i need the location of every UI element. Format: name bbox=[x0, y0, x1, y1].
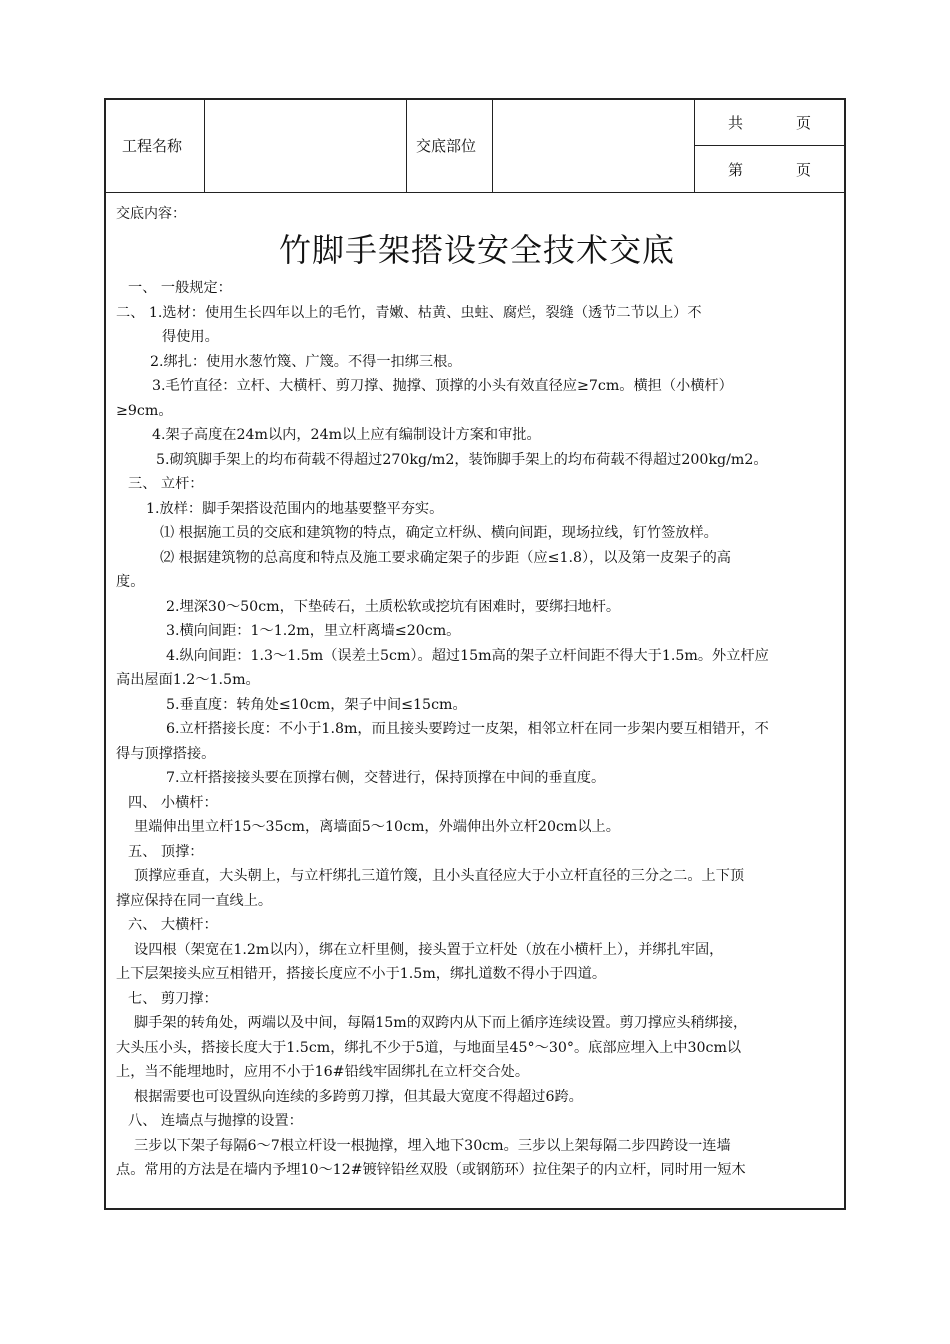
paragraph-line: 得与顶撑搭接。 bbox=[116, 745, 216, 762]
location-label: 交底部位 bbox=[416, 137, 477, 155]
total-pages-suffix: 页 bbox=[796, 114, 812, 132]
paragraph-line: ⑵ 根据建筑物的总高度和特点及施工要求确定架子的步距（应≤1.8），以及第一皮架子的高 bbox=[160, 549, 731, 566]
section-heading: 五、 顶撑： bbox=[128, 843, 204, 860]
paragraph-line: 得使用。 bbox=[162, 329, 219, 345]
divider bbox=[204, 100, 205, 192]
paragraph-line: ⑴ 根据施工员的交底和建筑物的特点，确定立杆纵、横向间距，现场拉线，钉竹签放样。 bbox=[160, 525, 718, 541]
page-no-prefix: 第 bbox=[728, 161, 744, 179]
divider bbox=[694, 100, 695, 192]
paragraph-line: 4.架子高度在24m以内，24m以上应有编制设计方案和审批。 bbox=[152, 427, 541, 443]
paragraph-line: 7.立杆搭接接头要在顶撑右侧，交替进行，保持顶撑在中间的垂直度。 bbox=[166, 770, 606, 786]
paragraph-line: 度。 bbox=[116, 574, 145, 590]
disclosure-content bbox=[116, 204, 838, 1183]
paragraph-line: 撑应保持在同一直线上。 bbox=[116, 892, 273, 909]
disclosure-form bbox=[104, 98, 846, 1210]
section-heading: 七、 剪刀撑： bbox=[128, 990, 218, 1007]
paragraph-line: 上，当不能埋地时，应用不小于16#铅线牢固绑扎在立杆交合处。 bbox=[116, 1064, 530, 1080]
paragraph-line: 三步以下架子每隔6～7根立杆设一根抛撑，埋入地下30cm。三步以上架每隔二步四跨设一连墙 bbox=[134, 1137, 731, 1154]
divider bbox=[694, 145, 844, 146]
paragraph-line: 上下层架接头应互相错开，搭接长度应不小于1.5m，绑扎道数不得小于四道。 bbox=[116, 966, 607, 982]
paragraph-line: 5.垂直度：转角处≤10cm，架子中间≤15cm。 bbox=[166, 696, 467, 713]
paragraph-line: 二、 1.选材：使用生长四年以上的毛竹，青嫩、枯黄、虫蛀、腐烂，裂缝（透节二节以上）不 bbox=[116, 304, 702, 321]
paragraph-line: 5.砌筑脚手架上的均布荷载不得超过270kg/m2，装饰脚手架上的均布荷载不得超过200kg/m2。 bbox=[156, 451, 768, 468]
paragraph-line: 高出屋面1.2～1.5m。 bbox=[116, 672, 260, 688]
paragraph-line: 点。常用的方法是在墙内予埋10～12#镀锌铅丝双股（或钢筋环）拉住架子的内立杆，同时用一短木 bbox=[116, 1162, 746, 1178]
paragraph-line: 3.毛竹直径：立杆、大横杆、剪刀撑、抛撑、顶撑的小头有效直径应≥7cm。横担（小横杆） bbox=[152, 378, 733, 394]
total-pages-prefix: 共 bbox=[728, 114, 744, 132]
paragraph-line: 4.纵向间距：1.3～1.5m（误差土5cm）。超过15m高的架子立杆间距不得大于1.5m。外立杆应 bbox=[166, 647, 769, 664]
page-no-suffix: 页 bbox=[796, 161, 812, 179]
paragraph-line: 2.埋深30～50cm，下垫砖石，土质松软或挖坑有困难时，要绑扫地杆。 bbox=[166, 598, 621, 615]
section-heading: 三、 立杆： bbox=[128, 476, 204, 492]
paragraph-line: 里端伸出里立杆15～35cm，离墙面5～10cm，外端伸出外立杆20cm以上。 bbox=[134, 819, 620, 835]
section-heading: 八、 连墙点与抛撑的设置： bbox=[128, 1113, 303, 1129]
paragraph-line: 6.立杆搭接长度：不小于1.8m，而且接头要跨过一皮架，相邻立杆在同一步架内要互相错开，不 bbox=[166, 721, 769, 737]
paragraph-line: 脚手架的转角处，两端以及中间，每隔15m的双跨内从下而上循序连续设置。剪刀撑应头稍绑接， bbox=[134, 1015, 748, 1031]
divider bbox=[406, 100, 407, 192]
paragraph-line: ≥9cm。 bbox=[116, 402, 173, 419]
paragraph-line: 顶撑应垂直，大头朝上，与立杆绑扎三道竹篾，且小头直径应大于小立杆直径的三分之二。上下顶 bbox=[134, 868, 745, 884]
document-title: 竹脚手架搭设安全技术交底 bbox=[278, 231, 675, 269]
paragraph-line: 设四根（架宽在1.2m以内），绑在立杆里侧，接头置于立杆处（放在小横杆上），并绑扎牢固， bbox=[134, 941, 724, 958]
paragraph-line: 1.放样：脚手架搭设范围内的地基要整平夯实。 bbox=[146, 500, 444, 517]
section-heading: 一、 一般规定： bbox=[128, 280, 232, 296]
form-header bbox=[106, 100, 844, 193]
project-name-label: 工程名称 bbox=[122, 137, 183, 155]
paragraph-line: 2.绑扎：使用水葱竹篾、广篾。不得一扣绑三根。 bbox=[150, 353, 462, 370]
paragraph-line: 根据需要也可设置纵向连续的多跨剪刀撑，但其最大宽度不得超过6跨。 bbox=[134, 1088, 583, 1105]
divider bbox=[492, 100, 493, 192]
paragraph-line: 3.横向间距：1～1.2m，里立杆离墙≤20cm。 bbox=[166, 623, 461, 639]
section-heading: 六、 大横杆： bbox=[128, 917, 218, 933]
content-label: 交底内容： bbox=[116, 206, 186, 222]
section-heading: 四、 小横杆： bbox=[128, 794, 218, 811]
paragraph-line: 大头压小头，搭接长度大于1.5cm，绑扎不少于5道，与地面呈45°～30°。底部应埋入上中30cm以 bbox=[116, 1039, 742, 1056]
